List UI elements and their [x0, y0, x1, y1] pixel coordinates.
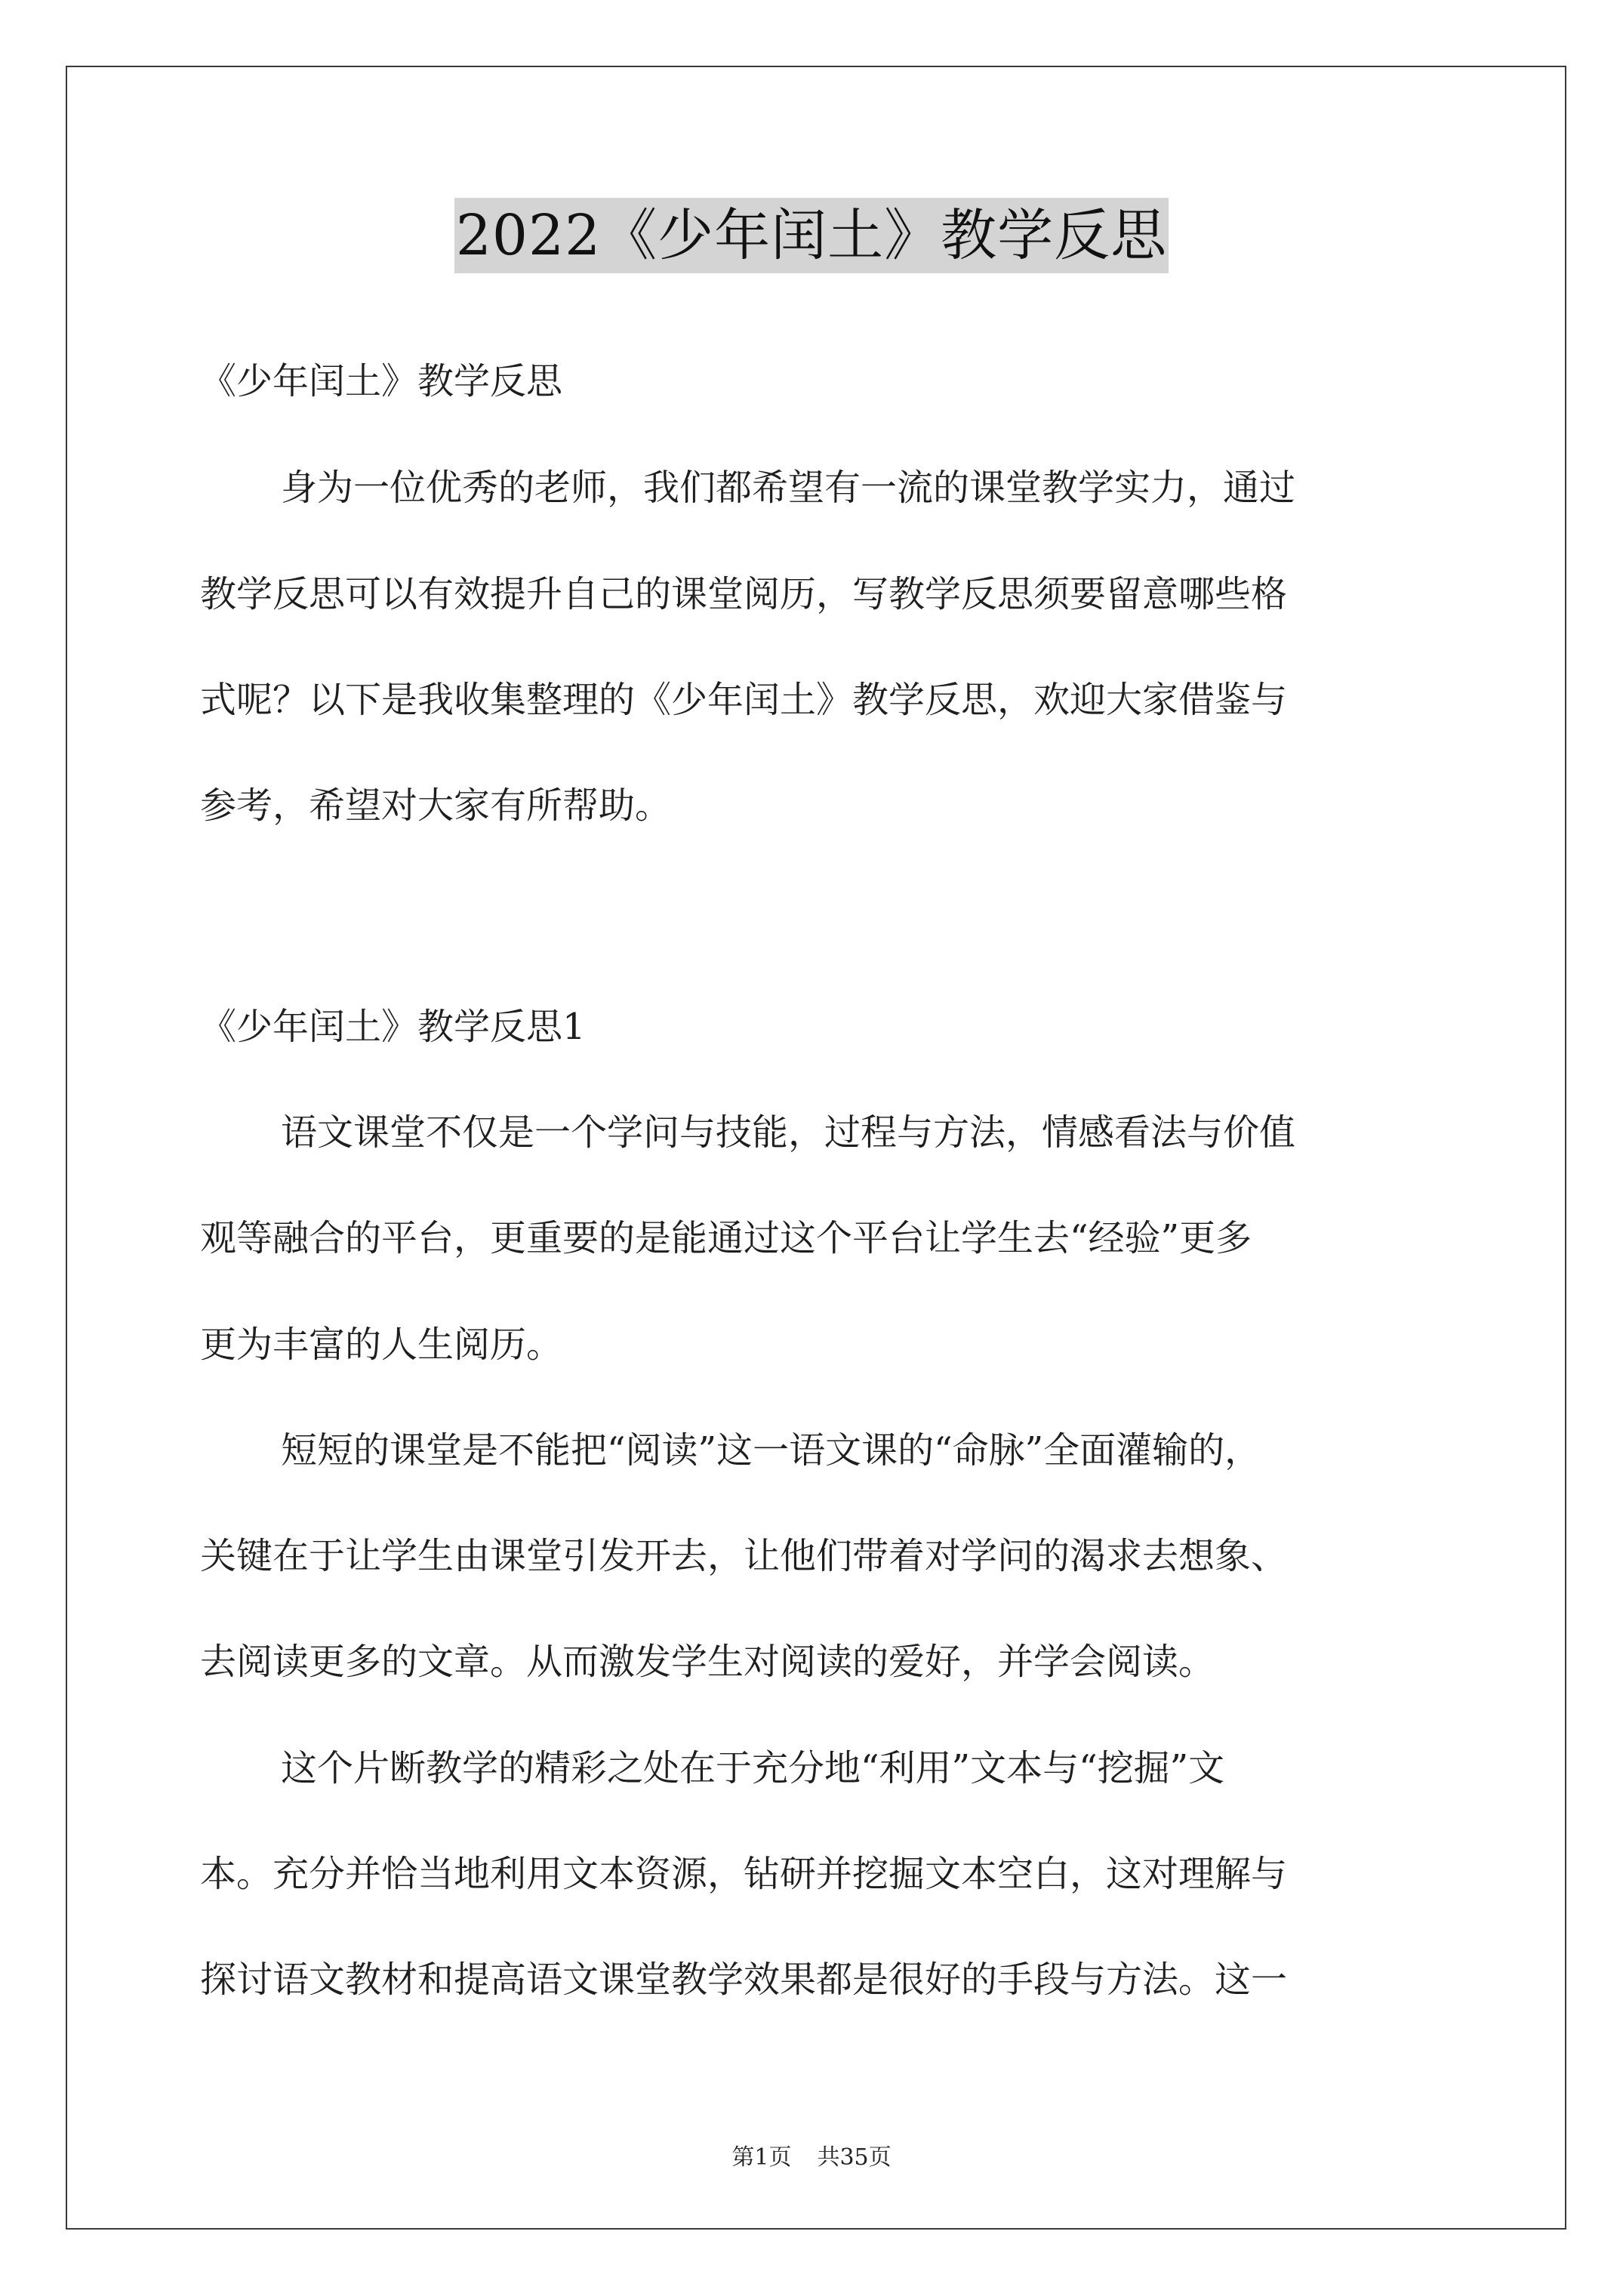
paragraph-line: 去阅读更多的文章。从而激发学生对阅读的爱好，并学会阅读。	[200, 1641, 1215, 1683]
paragraph-line: 观等融合的平台，更重要的是能通过这个平台让学生去“经验”更多	[200, 1217, 1252, 1259]
page-total: 共35页	[817, 2144, 892, 2171]
paragraph-line: 探讨语文教材和提高语文课堂教学效果都是很好的手段与方法。这一	[200, 1959, 1288, 2001]
title-container	[0, 198, 1623, 273]
paragraph-line: 这个片断教学的精彩之处在于充分地“利用”文本与“挖掘”文	[281, 1747, 1225, 1789]
page-number: 第1页	[731, 2144, 792, 2171]
paragraph-line: 身为一位优秀的老师，我们都希望有一流的课堂教学实力，通过	[281, 467, 1296, 509]
paragraph-line: 语文课堂不仅是一个学问与技能，过程与方法，情感看法与价值	[281, 1111, 1296, 1154]
paragraph-line: 短短的课堂是不能把“阅读”这一语文课的“命脉”全面灌输的，	[281, 1429, 1261, 1472]
subtitle-heading: 《少年闰土》教学反思	[200, 360, 563, 402]
section-heading: 《少年闰土》教学反思1	[200, 1006, 586, 1048]
page-footer	[0, 2143, 1623, 2173]
paragraph-line: 式呢？以下是我收集整理的《少年闰土》教学反思，欢迎大家借鉴与	[200, 679, 1288, 721]
document-title: 2022《少年闰土》教学反思	[454, 198, 1169, 273]
paragraph-line: 教学反思可以有效提升自己的课堂阅历，写教学反思须要留意哪些格	[200, 573, 1288, 615]
paragraph-line: 更为丰富的人生阅历。	[200, 1324, 563, 1366]
paragraph-line: 参考，希望对大家有所帮助。	[200, 784, 672, 827]
paragraph-line: 关键在于让学生由课堂引发开去，让他们带着对学问的渴求去想象、	[200, 1535, 1288, 1577]
paragraph-line: 本。充分并恰当地利用文本资源，钻研并挖掘文本空白，这对理解与	[200, 1853, 1288, 1895]
